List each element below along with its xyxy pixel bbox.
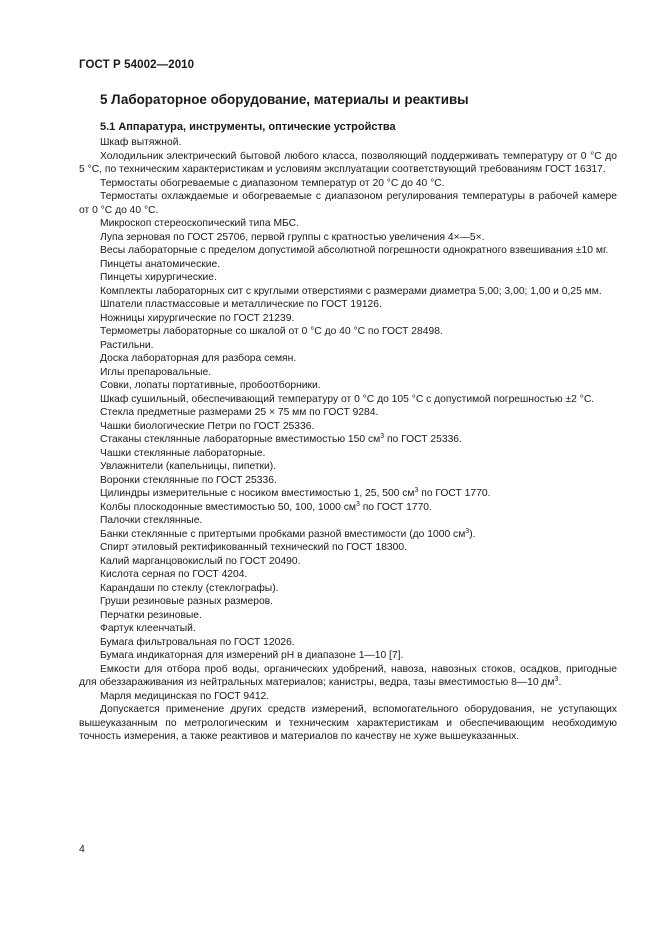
section-title: 5 Лабораторное оборудование, материалы и реактивы	[100, 92, 469, 107]
list-item: Шкаф вытяжной.	[100, 137, 182, 148]
list-item: Палочки стеклянные.	[100, 515, 203, 526]
page-number: 4	[79, 843, 85, 855]
list-item: Стаканы стеклянные лабораторные вместимостью 150 $см^3$ по ГОСТ 25336.	[100, 433, 462, 445]
list-item: Воронки стеклянные по ГОСТ 25336.	[100, 474, 277, 486]
list-item: Марля медицинская по ГОСТ 9412.	[100, 690, 270, 702]
list-item: Шкаф сушильный, обеспечивающий температуру от 0 °С до 105 °С с допустимой погрешностью ±2 °С.	[100, 393, 595, 405]
list-item: Бумага фильтровальная по ГОСТ 12026.	[100, 636, 295, 648]
list-item: Чашки стеклянные лабораторные.	[100, 447, 266, 459]
subsection-title: 5.1 Аппаратура, инструменты, оптические устройства	[100, 121, 396, 133]
list-item: Стекла предметные размерами 25 × 75 мм по ГОСТ 9284.	[100, 407, 379, 418]
list-item: Шпатели пластмассовые и металлические по ГОСТ 19126.	[100, 299, 382, 310]
list-item: Колбы плоскодонные вместимостью 50, 100, 1000 $см^3$ по ГОСТ 1770.	[100, 500, 432, 513]
list-item: Перчатки резиновые.	[100, 609, 202, 621]
list-item: Микроскоп стереоскопический типа МБС.	[100, 218, 299, 229]
list-item: Груши резиновые разных размеров.	[100, 596, 274, 607]
list-item: Чашки биологические Петри по ГОСТ 25336.	[100, 420, 315, 432]
list-item: Ножницы хирургические по ГОСТ 21239.	[100, 312, 295, 324]
list-item: Термостаты охлаждаемые и обогреваемые с диапазоном регулирования температуры в рабочей камере от 0 °С до 40 °С.	[79, 191, 617, 216]
list-item: Доска лабораторная для разбора семян.	[100, 353, 297, 364]
list-item: Комплекты лабораторных сит с круглыми отверстиями с размерами диаметра 5,00; 3,00; 1,00 и 0,25 мм.	[100, 285, 602, 297]
list-item: Растильни.	[100, 339, 154, 351]
list-item: Пинцеты хирургические.	[100, 272, 217, 283]
list-item: Термометры лабораторные со шкалой от 0 °С до 40 °С по ГОСТ 28498.	[100, 326, 443, 337]
list-item: Спирт этиловый ректификованный технический по ГОСТ 18300.	[100, 542, 407, 553]
document-code-header: ГОСТ Р 54002—2010	[79, 59, 195, 71]
list-item: Холодильник электрический бытовой любого класса, позволяющий поддерживать температуру от 0 °С до 5 °С, по техническим характеристикам и условиям эксплуатации соответствующий требованиям ГОСТ 16317.	[79, 150, 617, 175]
list-item: Иглы препаровальные.	[100, 366, 212, 378]
list-item: Увлажнители (капельницы, пипетки).	[100, 461, 277, 472]
list-item: Термостаты обогреваемые с диапазоном температур от 20 °С до 40 °С.	[100, 177, 445, 189]
list-item: Емкости для отбора проб воды, органических удобрений, навоза, навозных стоков, осадков, пригодные для обеззараживания из нейтральных материалов; канистры, ведра, тазы вместимостью 8—10 $дм^3$.	[79, 663, 617, 688]
list-item: Допускается применение других средств измерений, вспомогательного оборудования, не уступающих вышеуказанным по метрологическим и техническим характеристикам и обеспечивающим необходимую точность измерения, а также реактивов и материалов по качеству не хуже вышеуказанных.	[79, 704, 617, 742]
list-item: Совки, лопаты портативные, пробоотборники.	[100, 380, 321, 391]
list-item: Банки стеклянные с притертыми пробками разной вместимости (до 1000 $см^3$).	[100, 527, 476, 540]
list-item: Кислота серная по ГОСТ 4204.	[100, 569, 248, 580]
list-item: Пинцеты анатомические.	[100, 258, 221, 270]
equipment-list	[79, 136, 617, 744]
list-item: Калий марганцовокислый по ГОСТ 20490.	[100, 555, 301, 567]
list-item: Карандаши по стеклу (стеклографы).	[100, 582, 279, 594]
list-item: Фартук клеенчатый.	[100, 623, 196, 634]
list-item: Бумага индикаторная для измерений рН в диапазоне 1—10 [7].	[100, 650, 404, 661]
list-item: Весы лабораторные с пределом допустимой абсолютной погрешности однократного взвешивания ±10 мг.	[100, 245, 609, 256]
list-item: Цилиндры измерительные с носиком вместимостью 1, 25, 500 $см^3$ по ГОСТ 1770.	[100, 487, 491, 499]
list-item: Лупа зерновая по ГОСТ 25706, первой группы с кратностью увеличения 4×—5×.	[100, 231, 485, 243]
